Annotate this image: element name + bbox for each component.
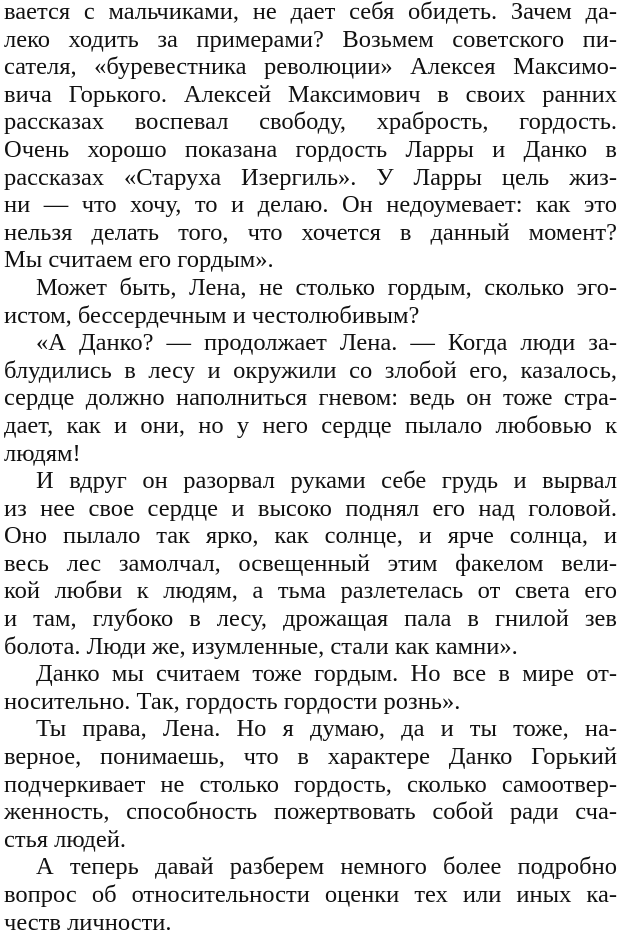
- text-line: «А Данко? — продолжает Лена. — Когда люди за-: [36, 329, 617, 357]
- text-line: стья людей.: [4, 825, 127, 853]
- text-line: болота. Люди же, изумленные, стали как камни».: [4, 632, 518, 660]
- text-line: честв личности.: [4, 908, 172, 936]
- text-line: вича Горького. Алексей Максимович в своих ранних: [4, 80, 617, 108]
- text-line: людям!: [4, 439, 81, 467]
- paragraph-p2: [4, 274, 617, 329]
- text-line: И вдруг он разорвал руками себе грудь и вырвал: [36, 467, 617, 495]
- text-line: из нее свое сердце и высоко поднял его над головой.: [4, 494, 617, 522]
- text-line: рассказах воспевал свободу, храбрость, гордость.: [4, 108, 617, 136]
- text-line: вается с мальчиками, не дает себя обидеть. Зачем да-: [4, 0, 617, 25]
- body-text: [4, 0, 617, 936]
- text-line: весь лес замолчал, освещенный этим факелом вели-: [4, 549, 617, 577]
- text-line: вопрос об относительности оценки тех или иных ка-: [4, 881, 617, 908]
- text-line: блудились в лесу и окружили со злобой его, казалось,: [4, 356, 617, 384]
- text-line: Данко мы считаем тоже гордым. Но все в мире от-: [36, 660, 617, 688]
- text-line: Может быть, Лена, не столько гордым, сколько эго-: [36, 273, 617, 301]
- text-line: нельзя делать того, что хочется в данный момент?: [4, 218, 617, 246]
- paragraph-p7: [4, 853, 617, 936]
- text-line: сателя, «буревестника революции» Алексея Максимо-: [4, 53, 617, 81]
- text-line: носительно. Так, гордость гордости рознь».: [4, 687, 461, 715]
- text-line: и там, глубоко в лесу, дрожащая пала в гнилой зев: [4, 605, 617, 633]
- text-line: Мы считаем его гордым».: [4, 246, 274, 274]
- text-line: верное, понимаешь, что в характере Данко Горький: [4, 743, 617, 771]
- text-line: Очень хорошо показана гордость Ларры и Данко в: [4, 135, 617, 163]
- paragraph-p4: [4, 467, 617, 660]
- text-line: леко ходить за примерами? Возьмем советского пи-: [4, 25, 617, 53]
- paragraph-p5: [4, 660, 617, 715]
- text-line: кой любви к людям, а тьма разлетелась от света его: [4, 577, 617, 605]
- text-line: истом, бессердечным и честолюбивым?: [4, 301, 420, 329]
- paragraph-p3: [4, 329, 617, 467]
- paragraph-p6: [4, 715, 617, 853]
- text-line: женность, способность пожертвовать собой ради сча-: [4, 798, 617, 826]
- text-line: сердце должно наполниться гневом: ведь он тоже стра-: [4, 384, 617, 412]
- text-line: Ты права, Лена. Но я думаю, да и ты тоже, на-: [36, 715, 617, 743]
- paragraph-p1: [4, 0, 617, 274]
- text-line: подчеркивает не столько гордость, сколько самоотвер-: [4, 770, 617, 798]
- text-line: ни — что хочу, то и делаю. Он недоумевает: как это: [4, 191, 617, 219]
- text-line: дает, как и они, но у него сердце пылало любовью к: [4, 411, 617, 439]
- text-line: Оно пылало так ярко, как солнце, и ярче солнца, и: [4, 522, 617, 550]
- text-line: А теперь давай разберем немного более подробно: [36, 853, 617, 881]
- text-line: рассказах «Старуха Изергиль». У Ларры цель жиз-: [4, 163, 617, 191]
